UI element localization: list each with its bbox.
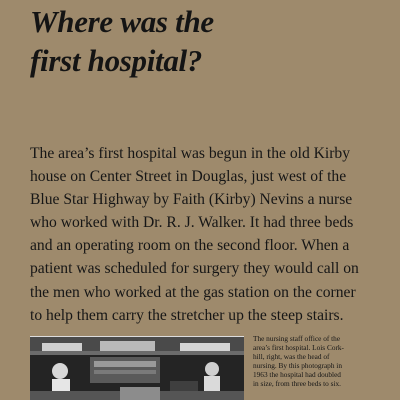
photo-caption (253, 334, 393, 388)
caption-line: 1963 the hospital had doubled (253, 370, 341, 379)
body-line: and an operating room on the second floor. When a (30, 237, 350, 255)
caption-line: area’s first hospital. Lois Cork- (253, 343, 344, 352)
body-line: to help them carry the stretcher up the steep stairs. (30, 306, 344, 324)
body-line: who worked with Dr. R. J. Walker. It had three beds (30, 214, 354, 232)
body-line: the men who worked at the gas station on the corner (30, 283, 356, 301)
caption-line: nursing. By this photograph in (253, 361, 342, 370)
caption-line: in size, from three beds to six. (253, 379, 341, 388)
title-line-2: first hospital? (30, 43, 203, 78)
body-line: patient was scheduled for surgery they would call on (30, 260, 359, 278)
body-line: The area’s first hospital was begun in the old Kirby (30, 145, 351, 162)
caption-line: hill, right, was the head of (253, 352, 330, 361)
page-title (30, 2, 214, 80)
body-line: house on Center Street in Douglas, just west of the (30, 168, 347, 186)
title-line-1: Where was the (30, 4, 214, 39)
photo-illustration (30, 337, 244, 400)
caption-line: The nursing staff office of the (253, 334, 341, 343)
historic-photo (30, 336, 244, 400)
body-line: Blue Star Highway by Faith (Kirby) Nevins a nurse (30, 191, 353, 209)
body-paragraph (30, 142, 375, 327)
